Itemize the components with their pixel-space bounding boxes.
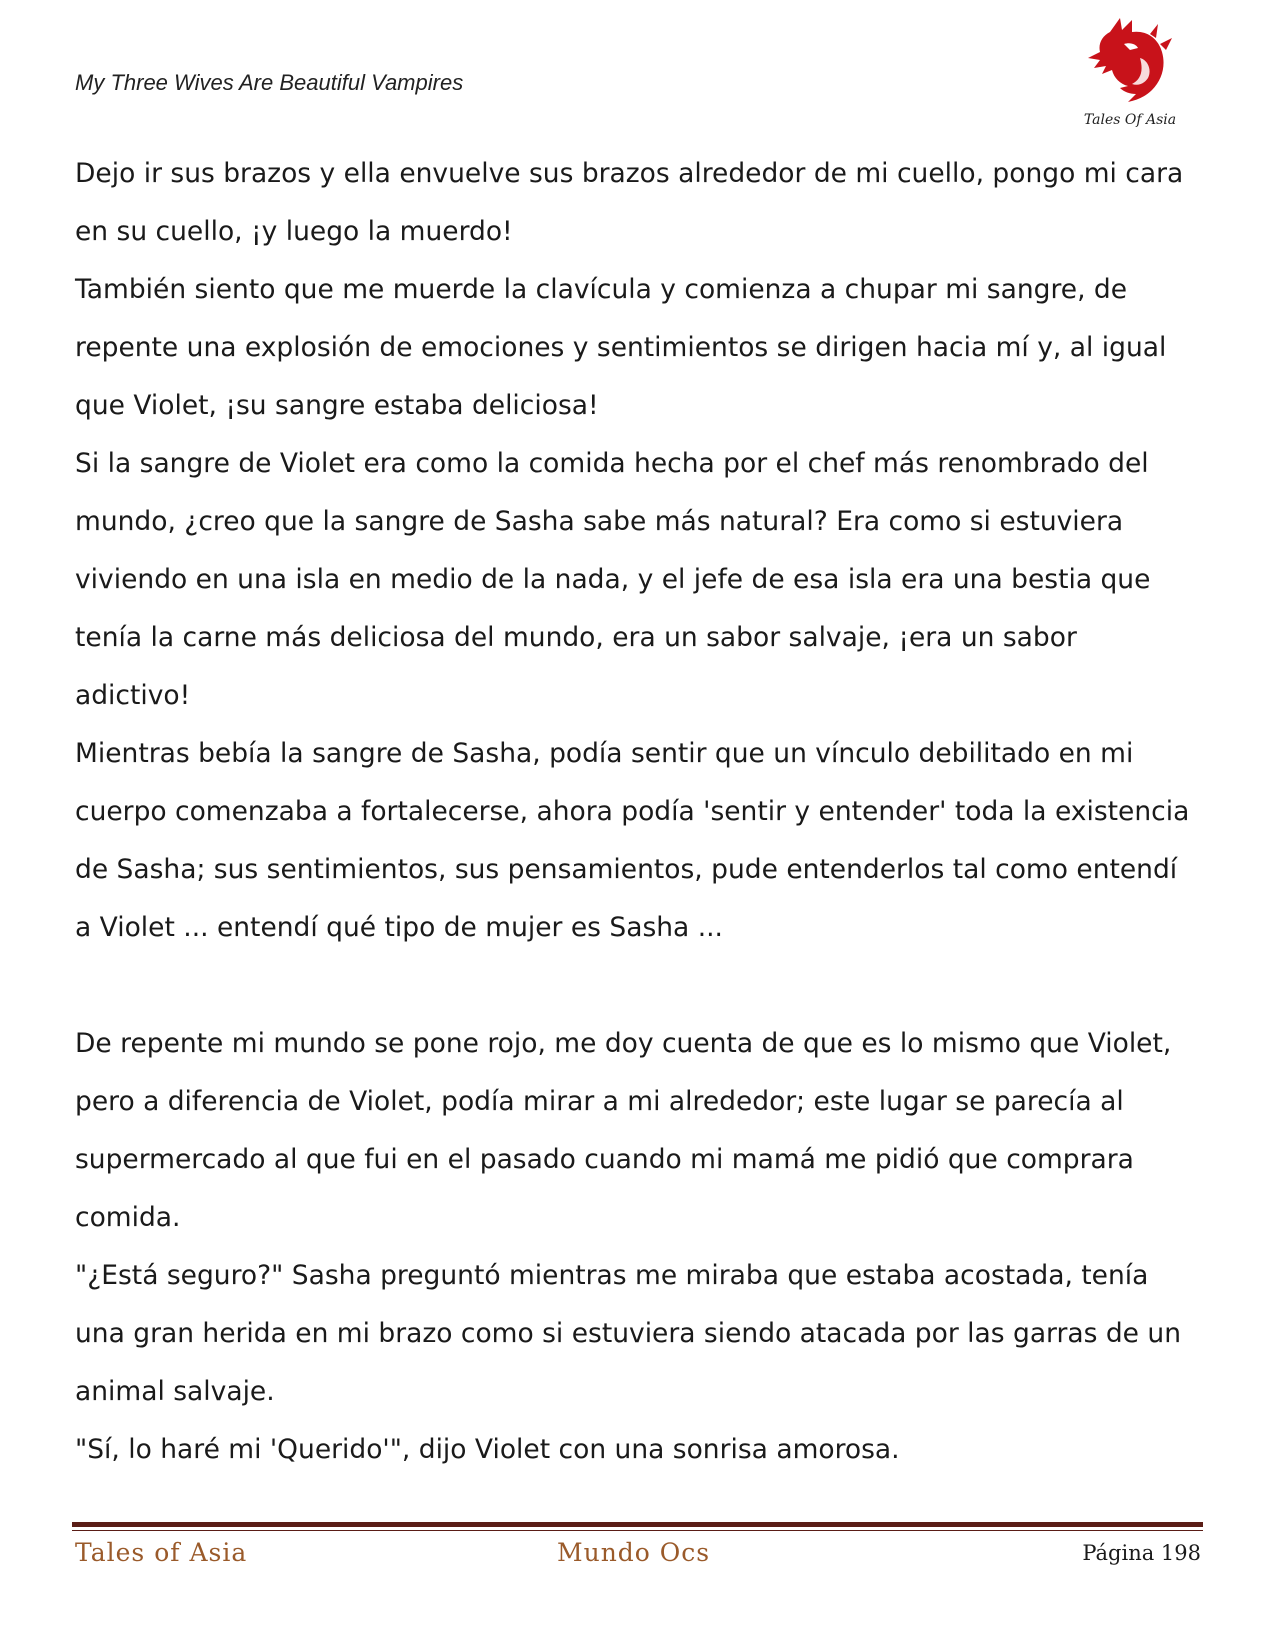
page-number: Página 198 (1082, 1541, 1201, 1565)
running-header: My Three Wives Are Beautiful Vampires (75, 70, 464, 95)
paragraph-spacer (75, 957, 1200, 1015)
footer-section: Mundo Ocs (557, 1538, 711, 1567)
footer-brand: Tales of Asia (75, 1538, 248, 1567)
tales-of-asia-logo (1080, 14, 1180, 136)
body-text (75, 145, 1200, 1479)
paragraph: También siento que me muerde la clavícula y comienza a chupar mi sangre, de repente una explosión de emociones y sentimientos se dirigen hacia mí y, al igual que Violet, ¡su sangre estaba deliciosa! (75, 274, 1167, 421)
red-dragon-icon (1080, 14, 1180, 114)
paragraph: "Sí, lo haré mi 'Querido'", dijo Violet con una sonrisa amorosa. (75, 1434, 900, 1465)
footer-rule-thin (72, 1530, 1203, 1531)
paragraph: Dejo ir sus brazos y ella envuelve sus brazos alrededor de mi cuello, pongo mi cara en su cuello, ¡y luego la muerdo! (75, 158, 1184, 247)
logo-text: Tales Of Asia (1083, 112, 1177, 128)
paragraph: "¿Está seguro?" Sasha preguntó mientras me miraba que estaba acostada, tenía una gran herida en mi brazo como si estuviera siendo atacada por las garras de un animal salvaje. (75, 1260, 1181, 1407)
paragraph: De repente mi mundo se pone rojo, me doy cuenta de que es lo mismo que Violet, pero a diferencia de Violet, podía mirar a mi alrededor; este lugar se parecía al supermercado al que fui en el pasado cuando mi mamá me pidió que comprara comida. (75, 1028, 1172, 1233)
footer-rule (72, 1522, 1203, 1527)
paragraph: Mientras bebía la sangre de Sasha, podía sentir que un vínculo debilitado en mi cuerpo comenzaba a fortalecerse, ahora podía 'sentir y entender' toda la existencia de Sasha; sus sentimientos, sus pensamientos, pude entenderlos tal como entendí a Violet ... entendí qué tipo de mujer es Sasha ... (75, 738, 1190, 943)
paragraph: Si la sangre de Violet era como la comida hecha por el chef más renombrado del mundo, ¿creo que la sangre de Sasha sabe más natural? Era como si estuviera viviendo en una isla en medio de la nada, y el jefe de esa isla era una bestia que tenía la carne más deliciosa del mundo, era un sabor salvaje, ¡era un sabor adictivo! (75, 448, 1151, 711)
